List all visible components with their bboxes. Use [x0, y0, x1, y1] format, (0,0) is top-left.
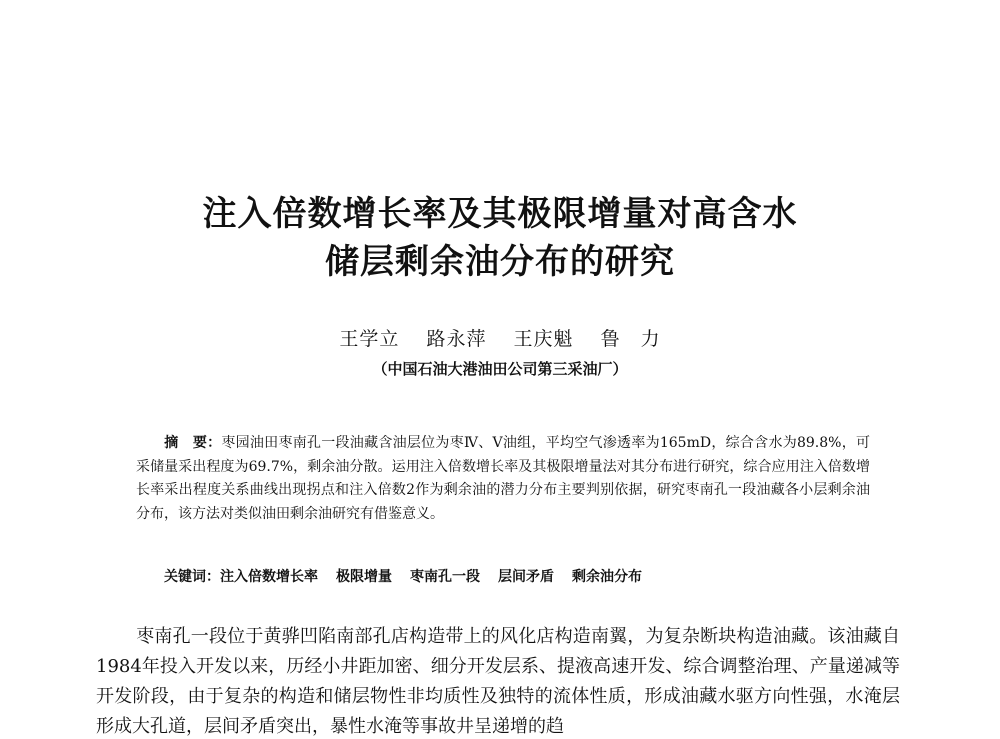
- author-affiliation: （中国石油大港油田公司第三采油厂）: [372, 360, 628, 378]
- abstract-text: 枣园油田枣南孔一段油藏含油层位为枣Ⅳ、Ⅴ油组，平均空气渗透率为165mD，综合含水为89.8%，可采储量采出程度为69.7%，剩余油分散。运用注入倍数增长率及其极限增量法对其分布进行研究，综合应用注入倍数增长率采出程度关系曲线出现拐点和注入倍数2作为剩余油的潜力分布主要判别依据，研究枣南孔一段油藏各小层剩余油分布，该方法对类似油田剩余油研究有借鉴意义。: [136, 435, 870, 522]
- author-list: [100, 326, 900, 352]
- keyword-item: 注入倍数增长率: [220, 569, 318, 585]
- body-paragraph: [96, 622, 900, 739]
- author-name: 鲁 力: [600, 328, 661, 350]
- keyword-item: 极限增量: [336, 569, 392, 585]
- keyword-item: 层间矛盾: [498, 569, 554, 585]
- abstract-label: 摘 要：: [164, 435, 222, 451]
- paper-title: [100, 190, 900, 286]
- keywords-label: 关键词：: [164, 569, 220, 585]
- body-paragraph-text: 枣南孔一段位于黄骅凹陷南部孔店构造带上的风化店构造南翼，为复杂断块构造油藏。该油藏自1984年投入开发以来，历经小井距加密、细分开发层系、提液高速开发、综合调整治理、产量递减等开发阶段，由于复杂的构造和储层物性非均质性及独特的流体性质，形成油藏水驱方向性强，水淹层形成大孔道，层间矛盾突出，暴性水淹等事故井呈递增的趋: [96, 626, 900, 737]
- author-name: 路永萍: [426, 328, 487, 350]
- title-line-2: 储层剩余油分布的研究: [325, 242, 675, 282]
- title-line-1: 注入倍数增长率及其极限增量对高含水: [202, 194, 798, 234]
- keyword-item: 剩余油分布: [572, 569, 642, 585]
- author-name: 王庆魁: [513, 328, 574, 350]
- keywords: [136, 566, 870, 588]
- keyword-item: 枣南孔一段: [410, 569, 480, 585]
- author-name: 王学立: [339, 328, 400, 350]
- abstract: [136, 432, 870, 526]
